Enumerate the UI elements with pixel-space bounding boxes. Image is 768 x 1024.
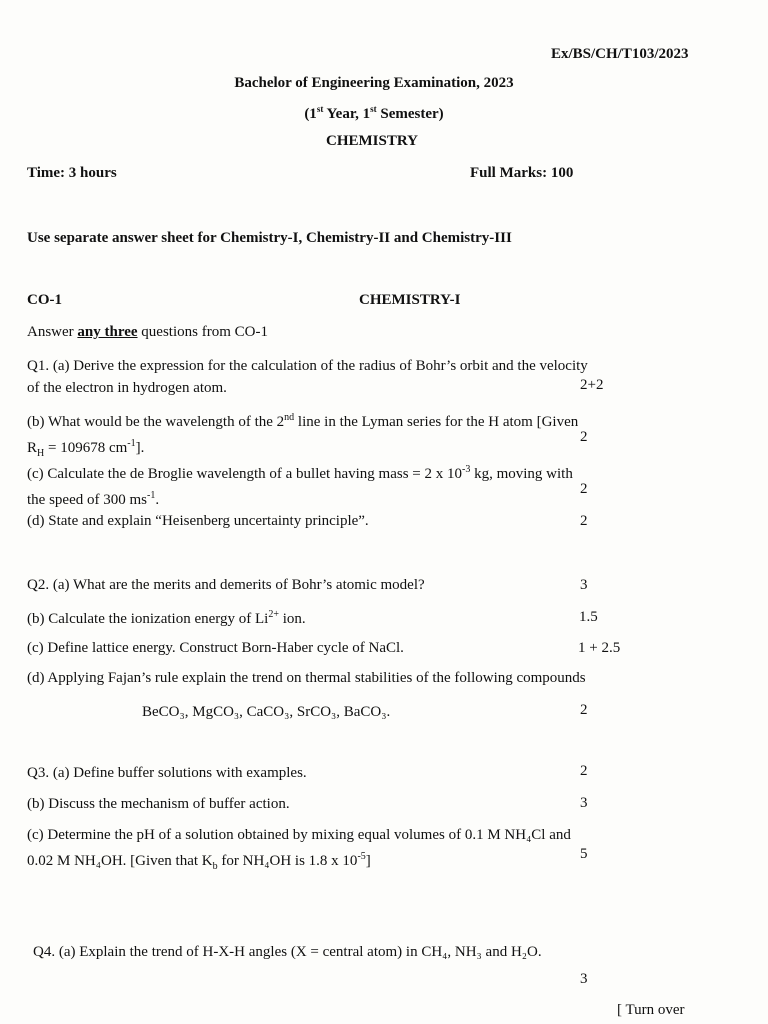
time-allowed: Time: 3 hours [27,165,117,181]
q3c-line2-mid: for NH₄OH is 1.8 x 10 [217,853,358,869]
q1a-marks: 2+2 [580,377,604,393]
q3a-text: Q3. (a) Define buffer solutions with examples. [27,765,307,781]
year-mid: Year, 1 [323,106,371,122]
q3c-line2-end: ] [365,853,371,869]
q1b-valsup: -1 [127,438,136,449]
q1b-val: = 109678 cm [44,440,128,456]
q3c-line2-sub: b [212,861,218,872]
q1d-marks: 2 [580,513,588,529]
q1c-line2-sup: -1 [146,490,156,501]
section-title: CHEMISTRY-I [359,292,461,308]
q3c-marks: 5 [580,846,588,862]
year-sup: st [316,104,324,114]
q1a-line1: Q1. (a) Derive the expression for the calculation of the radius of Bohr’s orbit and the velocity [27,358,588,374]
answer-emphasis: any three [77,324,138,340]
q1a [27,355,727,399]
q1c-marks: 2 [580,481,588,497]
q1b-r: R [27,440,38,456]
q1b-pre: (b) What would be the wavelength of the 2 [27,414,285,430]
q3a-marks: 2 [580,763,588,779]
q2c-text: (c) Define lattice energy. Construct Born-Haber cycle of NaCl. [27,640,404,656]
q1b-sup: nd [284,412,295,423]
section-code: CO-1 [27,292,62,308]
exam-title: Bachelor of Engineering Examination, 2023 [234,75,514,91]
q2b-pre: (b) Calculate the ionization energy of Li [27,611,269,627]
q2b-sup: 2+ [268,609,279,620]
q3b-text: (b) Discuss the mechanism of buffer action. [27,796,290,812]
answer-pre: Answer [27,324,78,340]
q1c-line1 [27,459,727,485]
q3c-line2-sup: -5 [357,851,366,862]
q1c-line2 [27,485,727,511]
q1c-line2-end: . [155,492,160,508]
q1b-end: ]. [135,440,145,456]
year-semester [0,104,758,123]
q2a-marks: 3 [580,577,588,593]
q3c-line2 [27,846,727,878]
q2b-post: ion. [278,611,306,627]
answer-post: questions from CO-1 [137,324,268,340]
q1c [27,459,727,511]
instruction: Use separate answer sheet for Chemistry-I, Chemistry-II and Chemistry-III [27,230,512,246]
q1b-line1 [27,407,727,433]
q2d-text: (d) Applying Fajan’s rule explain the trend on thermal stabilities of the following compounds [27,670,586,686]
q1c-sup: -3 [462,464,471,475]
q1c-post: kg, moving with [470,466,573,482]
q3c [27,824,727,878]
q1a-line2: of the electron in hydrogen atom. [27,380,227,396]
q2c-marks: 1 + 2.5 [578,640,621,656]
year-open: (1 [304,106,317,122]
answer-instruction [27,324,268,341]
q4a-text: Q4. (a) Explain the trend of H-X-H angles (X = central atom) in CH₄, NH₃ and H₂O. [33,944,542,960]
q3b-marks: 3 [580,795,588,811]
full-marks: Full Marks: 100 [470,165,574,181]
q1c-line2-pre: the speed of 300 ms [27,492,147,508]
q2b-marks: 1.5 [579,609,598,625]
subject-title: CHEMISTRY [326,133,418,149]
q1c-pre: (c) Calculate the de Broglie wavelength of a bullet having mass = 2 x 10 [27,466,462,482]
sem-sup: st [370,104,377,114]
q3c-line2-pre: 0.02 M NH₄OH. [Given that K [27,853,213,869]
q1b-post: line in the Lyman series for the H atom [Given [294,414,579,430]
q1b-rsub: H [37,448,45,459]
q2a-text: Q2. (a) What are the merits and demerits of Bohr’s atomic model? [27,577,425,593]
year-close: Semester) [376,106,444,122]
q1d-text: (d) State and explain “Heisenberg uncertainty principle”. [27,513,369,529]
exam-code: Ex/BS/CH/T103/2023 [551,46,689,62]
q1b-marks: 2 [580,429,588,445]
q2d-marks: 2 [580,702,588,718]
q2d-compounds: BeCO₃, MgCO₃, CaCO₃, SrCO₃, BaCO₃. [142,704,391,720]
q3c-line1: (c) Determine the pH of a solution obtained by mixing equal volumes of 0.1 M NH₄Cl and [27,827,571,843]
q1b [27,407,727,465]
turn-over: [ Turn over [617,1002,685,1018]
q4a-marks: 3 [580,971,588,987]
q2b [27,609,306,628]
